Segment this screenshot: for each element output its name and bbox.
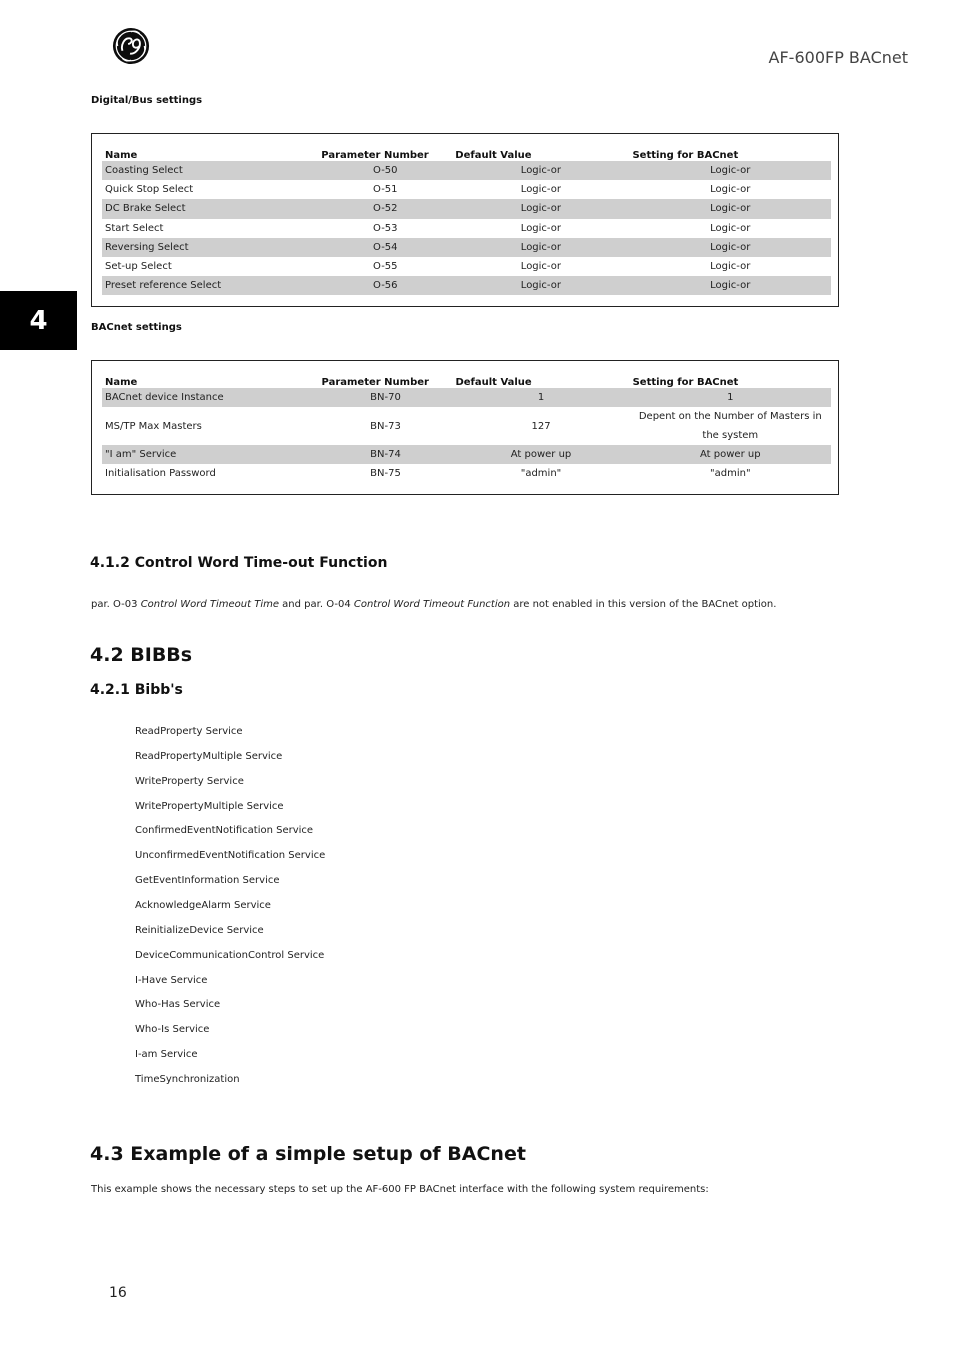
paragraph-text: are not enabled in this version of the BACnet option. — [510, 599, 777, 610]
cell-name: BACnet device Instance — [102, 388, 319, 407]
cell-setting: Depent on the Number of Masters in the system — [638, 411, 822, 442]
table-row — [102, 407, 831, 445]
list-item: ConfirmedEventNotification Service — [135, 825, 314, 837]
page-number: 16 — [109, 1285, 127, 1301]
cell-parameter-number: BN-70 — [319, 388, 453, 407]
list-item: TimeSynchronization — [135, 1074, 240, 1086]
cell-setting: "admin" — [710, 468, 751, 480]
list-item: UnconfirmedEventNotification Service — [135, 850, 326, 862]
cell-name: Start Select — [105, 222, 164, 234]
cell-setting: At power up — [630, 445, 831, 464]
section-4-2-heading: 4.2 BIBBs — [90, 644, 193, 666]
cell-parameter-number: BN-73 — [370, 420, 401, 432]
digital-bus-table — [102, 144, 831, 295]
list-item: AcknowledgeAlarm Service — [135, 900, 271, 912]
table-row — [102, 161, 831, 180]
cell-default-value: 1 — [452, 388, 629, 407]
section-4-3-heading: 4.3 Example of a simple setup of BACnet — [90, 1143, 526, 1165]
bacnet-settings-table — [102, 371, 831, 484]
cell-default-value: Logic-or — [452, 238, 629, 257]
list-item: Who-Is Service — [135, 1024, 210, 1036]
cell-name: Coasting Select — [102, 161, 318, 180]
digital-bus-caption: Digital/Bus settings — [91, 95, 203, 106]
section-4-1-2-heading: 4.1.2 Control Word Time-out Function — [90, 555, 388, 571]
cell-default-value: Logic-or — [452, 276, 629, 295]
column-header-name: Name — [105, 377, 138, 388]
chapter-tab: 4 — [0, 291, 77, 350]
list-item: ReinitializeDevice Service — [135, 924, 264, 936]
column-header-parameter-number: Parameter Number — [321, 377, 429, 388]
list-item: DeviceCommunicationControl Service — [135, 949, 325, 961]
cell-parameter-number: O-53 — [373, 222, 398, 234]
table-row — [102, 238, 831, 257]
table-row — [102, 464, 831, 483]
table-row — [102, 199, 831, 218]
list-item: GetEventInformation Service — [135, 875, 280, 887]
cell-default-value: At power up — [452, 445, 629, 464]
table-row — [102, 257, 831, 276]
cell-parameter-number: O-52 — [318, 199, 452, 218]
cell-parameter-number: O-55 — [373, 261, 398, 273]
cell-parameter-number: BN-74 — [319, 445, 453, 464]
table-row — [102, 219, 831, 238]
cell-name: Reversing Select — [102, 238, 318, 257]
column-header-setting-for-bacnet: Setting for BACnet — [632, 150, 739, 161]
paragraph-text: par. O-03 — [91, 599, 141, 610]
section-4-2-1-heading: 4.2.1 Bibb's — [90, 682, 183, 698]
cell-name: Initialisation Password — [105, 468, 216, 480]
list-item: ReadProperty Service — [135, 726, 243, 737]
table-row — [102, 180, 831, 199]
cell-name: MS/TP Max Masters — [105, 420, 202, 432]
list-item: Who-Has Service — [135, 999, 221, 1011]
ge-monogram-icon — [112, 27, 150, 65]
section-4-1-2-paragraph — [91, 599, 776, 610]
cell-default-value: Logic-or — [520, 222, 561, 234]
cell-setting: Logic-or — [710, 184, 751, 196]
parameter-name: Control Word Timeout Time — [140, 599, 279, 610]
cell-parameter-number: O-54 — [318, 238, 452, 257]
cell-default-value: Logic-or — [452, 161, 629, 180]
document-title: AF-600FP BACnet — [768, 48, 908, 67]
table-row — [102, 388, 831, 407]
column-header-default-value: Default Value — [455, 377, 532, 388]
column-header-default-value: Default Value — [455, 150, 532, 161]
cell-name: Quick Stop Select — [105, 184, 194, 196]
bacnet-settings-table-frame — [91, 360, 839, 495]
cell-name: DC Brake Select — [102, 199, 318, 218]
column-header-name: Name — [105, 150, 138, 161]
cell-name: Preset reference Select — [102, 276, 318, 295]
cell-parameter-number: O-56 — [318, 276, 452, 295]
cell-default-value: Logic-or — [452, 199, 629, 218]
cell-default-value: Logic-or — [520, 261, 561, 273]
cell-name: Set-up Select — [105, 261, 172, 273]
list-item: WritePropertyMultiple Service — [135, 800, 284, 812]
section-4-3-paragraph: This example shows the necessary steps to set up the AF-600 FP BACnet interface with the following system requirements: — [91, 1184, 709, 1195]
cell-setting: Logic-or — [629, 276, 831, 295]
parameter-name: Control Word Timeout Function — [353, 599, 511, 610]
cell-setting: Logic-or — [629, 199, 831, 218]
list-item: WriteProperty Service — [135, 775, 244, 787]
digital-bus-table-frame — [91, 133, 839, 307]
bibb-list — [135, 723, 325, 1096]
table-row — [102, 445, 831, 464]
cell-parameter-number: BN-75 — [370, 468, 401, 480]
cell-setting: Logic-or — [710, 261, 751, 273]
bacnet-settings-caption: BACnet settings — [91, 322, 182, 333]
cell-setting: Logic-or — [629, 238, 831, 257]
cell-parameter-number: O-51 — [373, 184, 398, 196]
list-item: I-am Service — [135, 1049, 198, 1061]
paragraph-text: and par. O-04 — [279, 599, 354, 610]
cell-default-value: "admin" — [520, 468, 562, 480]
cell-setting: Logic-or — [710, 222, 751, 234]
cell-default-value: 127 — [531, 420, 551, 432]
column-header-setting-for-bacnet: Setting for BACnet — [632, 377, 739, 388]
cell-name: "I am" Service — [102, 445, 319, 464]
column-header-parameter-number: Parameter Number — [321, 150, 429, 161]
cell-default-value: Logic-or — [520, 184, 561, 196]
list-item: ReadPropertyMultiple Service — [135, 750, 283, 762]
cell-setting: 1 — [630, 388, 831, 407]
cell-parameter-number: O-50 — [318, 161, 452, 180]
list-item: I-Have Service — [135, 974, 208, 986]
table-row — [102, 276, 831, 295]
cell-setting: Logic-or — [629, 161, 831, 180]
